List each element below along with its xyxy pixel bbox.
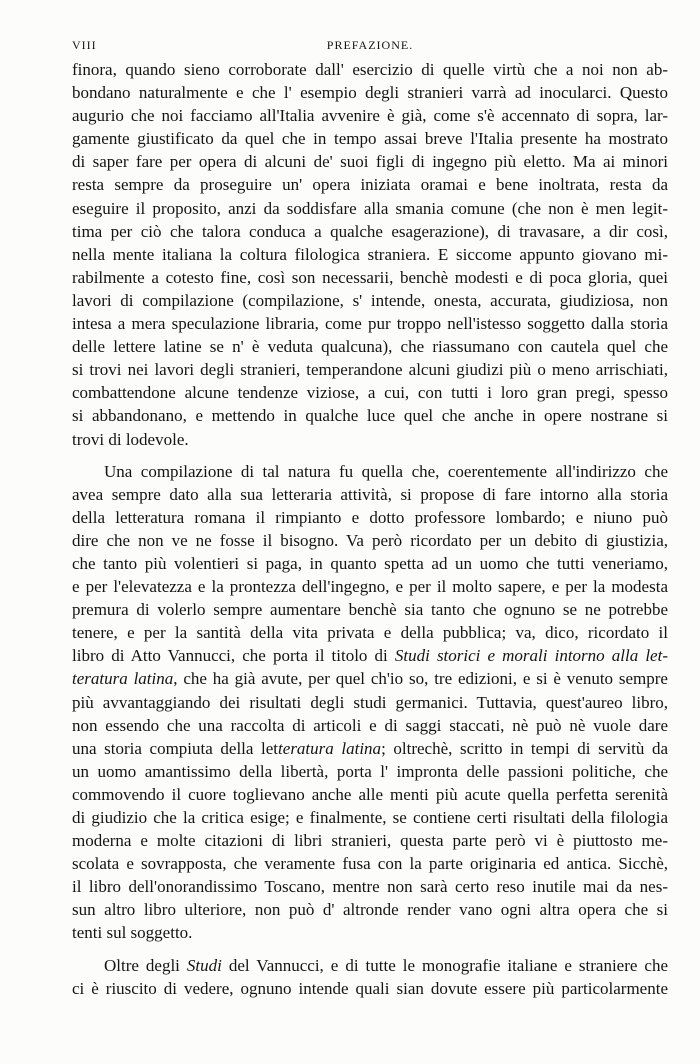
text-line: nella mente italiana la coltura filologica straniera. E siccome appunto giovano mi-	[72, 244, 668, 264]
text-line: intesa a mera speculazione libraria, come pur troppo nell'istesso soggetto dalla storia	[72, 314, 668, 334]
text-line: eseguire il proposito, anzi da soddisfare alla smania comune (che non è men legit-	[72, 198, 668, 218]
paragraph-3	[72, 954, 668, 1000]
page-body	[72, 58, 668, 1000]
text-line: Una compilazione di tal natura fu quella che, coerentemente all'indirizzo che	[104, 461, 668, 481]
text-line: avea sempre dato alla sua letteraria attività, si propose di fare intorno alla storia	[72, 484, 668, 504]
text-line: si abbandonano, e mettendo in qualche luce quel che anche in opere nostrane si	[72, 406, 668, 426]
text-line: di saper fare per opera di alcuni de' suoi figli di ingegno più eletto. Ma ai minori	[72, 152, 668, 172]
text-line: bondano naturalmente e che l' esempio degli stranieri varrà ad inocularci. Questo	[72, 83, 668, 103]
text-line: teratura latina, che ha già avute, per quel ch'io so, tre edizioni, e si è venuto sempre	[72, 669, 668, 689]
text-line: scolata e sovrapposta, che veramente fusa con la parte originaria ed antica. Sicchè,	[72, 854, 668, 874]
text-line: Oltre degli Studi del Vannucci, e di tutte le monografie italiane e straniere che	[104, 955, 669, 975]
page-number: VIII	[72, 38, 97, 52]
text-line: combattendone alcune tendenze viziose, a cui, con tutti i loro gran pregi, spesso	[72, 383, 668, 403]
text-line: si trovi nei lavori degli stranieri, temperandone alcuni giudizi più o meno arrischiati,	[72, 360, 668, 380]
text-line: che tanto più volentieri si paga, in quanto spetta ad un uomo che tutti veneriamo,	[72, 553, 668, 573]
text-line: tenere, e per la santità della vita privata e della pubblica; va, dico, ricordato il	[72, 623, 668, 643]
text-line: augurio che noi facciamo all'Italia avvenire è già, come s'è accennato di sopra, lar-	[72, 106, 668, 126]
text-line: di giudizio che la critica esige; e finalmente, se contiene certi risultati della filologia	[72, 808, 668, 827]
text-line: una storia compiuta della letteratura latina; oltrechè, scritto in tempi di servitù da	[72, 738, 669, 758]
text-line: e per l'elevatezza e la prontezza dell'ingegno, e per il molto sapere, e per la modesta	[72, 577, 668, 597]
book-title-italic: teratura latina	[72, 669, 174, 689]
page-header	[72, 38, 668, 56]
text-line: resta sempre da proseguire un' opera iniziata oramai e bene inoltrata, resta da	[72, 175, 668, 195]
text-line: della letteratura romana il rimpianto e dotto professore lombardo; e niuno può	[72, 507, 668, 527]
text-line: tenti sul soggetto.	[72, 923, 193, 943]
text-line: un uomo amantissimo della libertà, porta l' impronta delle passioni politiche, che	[72, 761, 668, 781]
text-line: dire che non ve ne fosse il bisogno. Va però ricordato per un debito di giustizia,	[72, 530, 668, 550]
book-title-italic: Studi	[186, 955, 222, 975]
text-line: delle lettere latine se n' è veduta qualcuna), che riassumano con cautela quel che	[72, 337, 668, 357]
text-line: finora, quando sieno corroborate dall' esercizio di quelle virtù che a noi non ab-	[72, 60, 668, 79]
text-line: moderna e molte citazioni di libri stranieri, questa parte però vi è piuttosto me-	[72, 831, 668, 851]
paragraph-2	[72, 460, 668, 945]
text-line: premura di volerlo sempre aumentare benchè sia tanto che ognuno se ne potrebbe	[72, 600, 668, 620]
text-line: ci è riuscito di vedere, ognuno intende quali sian dovute essere più particolarmente	[72, 978, 668, 998]
text-line: sun altro libro ulteriore, non può d' altronde render vano ogni altra opera che si	[72, 900, 668, 920]
text-line: più avvantaggiando dei risultati degli studi germanici. Tuttavia, quest'aureo libro,	[72, 692, 668, 712]
text-line: tima per ciò che talora conduca a qualche esagerazione), di travasare, a dir così,	[72, 221, 668, 241]
text-line: gamente giustificato da quel che in tempo assai breve l'Italia presente ha mostrato	[72, 129, 668, 149]
running-title: PREFAZIONE.	[326, 38, 414, 52]
paragraph-1	[72, 58, 668, 451]
text-line: libro di Atto Vannucci, che porta il titolo di Studi storici e morali intorno alla let-	[72, 646, 668, 666]
text-line: lavori di compilazione (compilazione, s' intende, onesta, accurata, giudiziosa, non	[72, 290, 668, 310]
text-line: trovi di lodevole.	[72, 429, 189, 449]
book-title-italic: Studi storici e morali intorno alla let-	[394, 646, 668, 666]
text-line: il libro dell'onorandissimo Toscano, mentre non sarà certo reso inutile mai da nes-	[72, 877, 668, 897]
text-line: non essendo che una raccolta di articoli e di saggi staccati, nè può nè vuole dare	[72, 715, 668, 735]
text-line: commovendo il cuore toglievano anche alle menti più acute quella perfetta serenità	[72, 784, 668, 804]
text-line: rabilmente a cotesto fine, così son necessarii, benchè modesti e di poca gloria, quei	[72, 267, 668, 287]
book-title-italic: teratura latina	[278, 738, 382, 758]
